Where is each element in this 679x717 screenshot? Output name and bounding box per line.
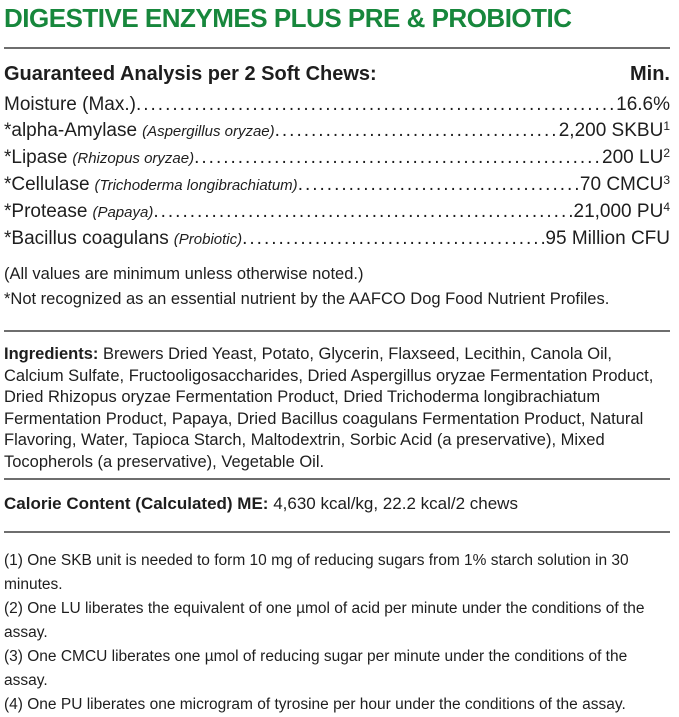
nutrient-source: (Papaya): [92, 204, 154, 221]
footnote-3: (3) One CMCU liberates one µmol of reducing sugar per minute under the conditions of the assay.: [4, 648, 628, 689]
dot-leader: [194, 145, 602, 171]
calorie-content-line: [4, 494, 670, 514]
value-text: 2,200 SKBU: [558, 120, 664, 141]
ingredients-text: Brewers Dried Yeast, Potato, Glycerin, Flaxseed, Lecithin, Canola Oil, Calcium Sulfate, Fructooligosaccharides, Dried Aspergillus oryzae Fermentation Product, Dried Rhizopus oryzae Fermentation Product, Dried Trichoderma longibrachiatum Fermentation Product, Papaya, Dried Bacillus coagulans Fermentation Product, Natural Flavoring, Water, Tapioca Starch, Maltodextrin, Sorbic Acid (a preservative), Mixed Tocopherols (a preservative), Vegetable Oil.: [4, 345, 654, 471]
footnote-4: (4) One PU liberates one microgram of tyrosine per hour under the conditions of the assay.: [4, 696, 626, 713]
nutrient-name: *alpha-Amylase: [4, 120, 138, 141]
calorie-value: 4,630 kcal/kg, 22.2 kcal/2 chews: [268, 494, 518, 513]
footnote-marker: 1: [663, 119, 670, 133]
nutrient-value: [602, 145, 670, 171]
nutrient-name: *Lipase: [4, 147, 68, 168]
nutrient-value: [545, 226, 670, 252]
guaranteed-analysis-title: Guaranteed Analysis per 2 Soft Chews:: [4, 63, 377, 85]
calorie-label: Calorie Content (Calculated) ME:: [4, 494, 269, 513]
nutrient-source: (Aspergillus oryzae): [142, 123, 275, 140]
analysis-row-protease: [4, 199, 670, 226]
dot-leader: [136, 92, 616, 118]
divider-calories: [4, 478, 670, 480]
dot-leader: [275, 118, 559, 144]
nutrient-value: [574, 199, 670, 225]
dot-leader: [153, 199, 573, 225]
nutrient-name: Moisture (Max.): [4, 94, 136, 115]
note-all-values: (All values are minimum unless otherwise noted.): [4, 265, 364, 283]
analysis-row-lipase: [4, 145, 670, 172]
nutrient-value: [616, 92, 670, 118]
divider-footnotes: [4, 531, 670, 533]
page-title: DIGESTIVE ENZYMES PLUS PRE & PROBIOTIC: [4, 3, 572, 33]
analysis-row-alpha-amylase: [4, 118, 670, 145]
value-text: 200 LU: [602, 147, 664, 168]
divider-ingredients: [4, 330, 670, 332]
nutrient-name: *Bacillus coagulans: [4, 228, 169, 249]
footnote-marker: 2: [663, 146, 670, 160]
nutrient-source: (Trichoderma longibrachiatum): [94, 177, 298, 194]
value-text: 16.6%: [616, 94, 670, 115]
nutrient-name: *Protease: [4, 201, 88, 222]
footnote-1: (1) One SKB unit is needed to form 10 mg of reducing sugars from 1% starch solution in 30 minutes.: [4, 552, 629, 593]
ingredients-label: Ingredients:: [4, 345, 99, 363]
ingredients-paragraph: [4, 344, 670, 473]
nutrient-value: [559, 118, 670, 144]
note-aafco: *Not recognized as an essential nutrient by the AAFCO Dog Food Nutrient Profiles.: [4, 290, 610, 308]
value-text: 21,000 PU: [573, 201, 664, 222]
footnote-marker: 3: [663, 173, 670, 187]
value-text: 95 Million CFU: [545, 228, 670, 249]
guaranteed-analysis-header: [4, 63, 670, 86]
dot-leader: [298, 172, 580, 198]
nutrient-source: (Probiotic): [173, 231, 243, 248]
analysis-row-bacillus-coagulans: [4, 226, 670, 253]
nutrient-name: *Cellulase: [4, 174, 90, 195]
guaranteed-analysis-table: [4, 92, 670, 253]
analysis-row-cellulase: [4, 172, 670, 199]
value-text: 70 CMCU: [579, 174, 664, 195]
analysis-notes: [4, 262, 670, 312]
min-column-label: Min.: [630, 63, 670, 85]
divider-top: [4, 47, 670, 49]
footnote-2: (2) One LU liberates the equivalent of one µmol of acid per minute under the conditions of the assay.: [4, 600, 645, 641]
footnotes: [4, 549, 670, 717]
analysis-row-moisture: [4, 92, 670, 118]
dot-leader: [242, 226, 545, 252]
footnote-marker: 4: [663, 200, 670, 214]
nutrient-source: (Rhizopus oryzae): [72, 150, 195, 167]
nutrient-value: [580, 172, 670, 198]
